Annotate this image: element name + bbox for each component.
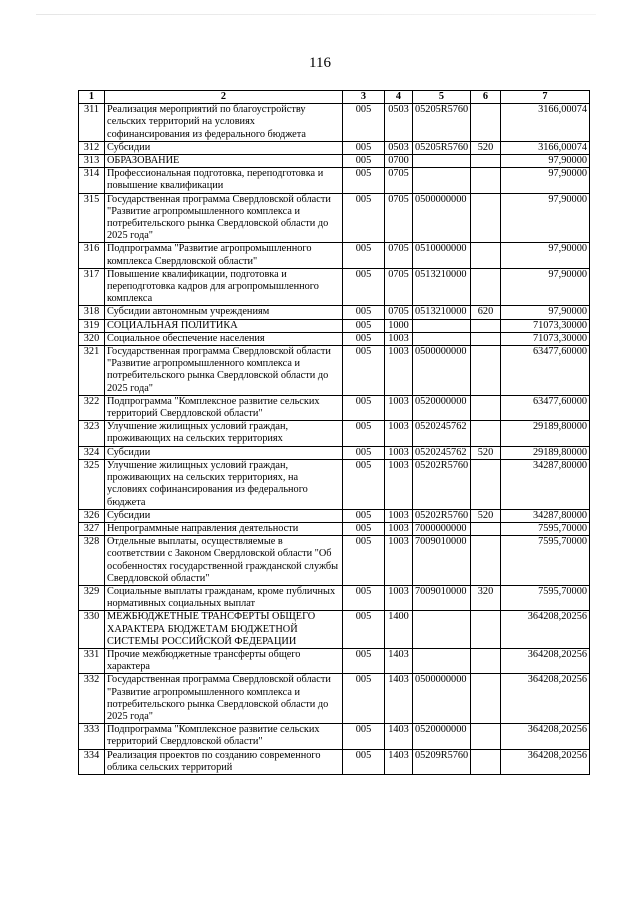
row-amount: 97,90000 xyxy=(501,193,590,243)
row-name: Подпрограмма "Комплексное развитие сельских территорий Свердловской области" xyxy=(105,724,343,749)
row-target-code xyxy=(413,319,471,332)
row-admin-code: 005 xyxy=(343,585,385,610)
row-amount: 34287,80000 xyxy=(501,509,590,522)
col-header-4: 4 xyxy=(385,91,413,104)
row-admin-code: 005 xyxy=(343,536,385,586)
row-expense-type: 520 xyxy=(471,446,501,459)
row-admin-code: 005 xyxy=(343,459,385,509)
row-section-code: 1403 xyxy=(385,648,413,673)
row-amount: 97,90000 xyxy=(501,243,590,268)
row-name: Улучшение жилищных условий граждан, проживающих на сельских территориях, на условиях софинансирования из федерального бюджета xyxy=(105,459,343,509)
row-amount: 7595,70000 xyxy=(501,522,590,535)
row-admin-code: 005 xyxy=(343,193,385,243)
table-row xyxy=(79,243,590,268)
row-target-code: 0510000000 xyxy=(413,243,471,268)
row-target-code: 0500000000 xyxy=(413,674,471,724)
row-number: 320 xyxy=(79,332,105,345)
row-amount: 3166,00074 xyxy=(501,104,590,142)
row-target-code: 05209R5760 xyxy=(413,749,471,774)
row-section-code: 0700 xyxy=(385,155,413,168)
row-target-code: 7009010000 xyxy=(413,536,471,586)
row-admin-code: 005 xyxy=(343,724,385,749)
row-admin-code: 005 xyxy=(343,319,385,332)
row-target-code: 0520000000 xyxy=(413,395,471,420)
header-row xyxy=(79,91,590,104)
row-expense-type xyxy=(471,332,501,345)
row-section-code: 0705 xyxy=(385,168,413,193)
row-name: Субсидии автономным учреждениям xyxy=(105,306,343,319)
row-expense-type xyxy=(471,193,501,243)
row-number: 318 xyxy=(79,306,105,319)
row-section-code: 0503 xyxy=(385,141,413,154)
row-admin-code: 005 xyxy=(343,421,385,446)
row-section-code: 1003 xyxy=(385,585,413,610)
row-expense-type xyxy=(471,319,501,332)
row-section-code: 1003 xyxy=(385,395,413,420)
table-row xyxy=(79,421,590,446)
row-amount: 97,90000 xyxy=(501,155,590,168)
row-expense-type xyxy=(471,168,501,193)
row-number: 314 xyxy=(79,168,105,193)
row-admin-code: 005 xyxy=(343,749,385,774)
row-admin-code: 005 xyxy=(343,509,385,522)
row-admin-code: 005 xyxy=(343,648,385,673)
row-admin-code: 005 xyxy=(343,522,385,535)
row-name: Социальные выплаты гражданам, кроме публичных нормативных социальных выплат xyxy=(105,585,343,610)
row-target-code: 05202R5760 xyxy=(413,509,471,522)
row-amount: 3166,00074 xyxy=(501,141,590,154)
row-number: 317 xyxy=(79,268,105,306)
table-row xyxy=(79,446,590,459)
table-row xyxy=(79,141,590,154)
row-target-code: 05205R5760 xyxy=(413,104,471,142)
row-name: Субсидии xyxy=(105,141,343,154)
row-admin-code: 005 xyxy=(343,141,385,154)
row-expense-type xyxy=(471,522,501,535)
row-number: 325 xyxy=(79,459,105,509)
row-number: 333 xyxy=(79,724,105,749)
col-header-1: 1 xyxy=(79,91,105,104)
row-target-code xyxy=(413,155,471,168)
row-admin-code: 005 xyxy=(343,446,385,459)
row-admin-code: 005 xyxy=(343,346,385,396)
row-admin-code: 005 xyxy=(343,268,385,306)
row-name: Непрограммные направления деятельности xyxy=(105,522,343,535)
row-amount: 7595,70000 xyxy=(501,536,590,586)
row-amount: 364208,20256 xyxy=(501,648,590,673)
row-target-code xyxy=(413,611,471,649)
scan-edge-line xyxy=(36,14,596,15)
row-admin-code: 005 xyxy=(343,104,385,142)
row-number: 331 xyxy=(79,648,105,673)
row-target-code: 7000000000 xyxy=(413,522,471,535)
row-number: 327 xyxy=(79,522,105,535)
row-expense-type xyxy=(471,459,501,509)
row-name: Улучшение жилищных условий граждан, проживающих на сельских территориях xyxy=(105,421,343,446)
row-admin-code: 005 xyxy=(343,155,385,168)
row-target-code: 0500000000 xyxy=(413,193,471,243)
row-number: 316 xyxy=(79,243,105,268)
row-expense-type xyxy=(471,395,501,420)
table-row xyxy=(79,611,590,649)
row-number: 315 xyxy=(79,193,105,243)
row-amount: 29189,80000 xyxy=(501,446,590,459)
row-amount: 29189,80000 xyxy=(501,421,590,446)
row-section-code: 1403 xyxy=(385,674,413,724)
row-name: Подпрограмма "Комплексное развитие сельских территорий Свердловской области" xyxy=(105,395,343,420)
row-admin-code: 005 xyxy=(343,674,385,724)
row-expense-type xyxy=(471,674,501,724)
row-amount: 364208,20256 xyxy=(501,611,590,649)
col-header-6: 6 xyxy=(471,91,501,104)
row-target-code: 0513210000 xyxy=(413,268,471,306)
table-row xyxy=(79,319,590,332)
row-section-code: 0705 xyxy=(385,243,413,268)
row-section-code: 0705 xyxy=(385,193,413,243)
row-admin-code: 005 xyxy=(343,611,385,649)
table-row xyxy=(79,155,590,168)
row-section-code: 1003 xyxy=(385,536,413,586)
row-target-code: 0513210000 xyxy=(413,306,471,319)
row-name: Отдельные выплаты, осуществляемые в соответствии с Законом Свердловской области "Об особенностях государственной гражданской службы Свердловской области" xyxy=(105,536,343,586)
row-expense-type xyxy=(471,243,501,268)
row-expense-type: 520 xyxy=(471,509,501,522)
row-target-code: 0520000000 xyxy=(413,724,471,749)
row-amount: 97,90000 xyxy=(501,268,590,306)
row-name: ОБРАЗОВАНИЕ xyxy=(105,155,343,168)
row-section-code: 1003 xyxy=(385,522,413,535)
row-number: 330 xyxy=(79,611,105,649)
table-row xyxy=(79,332,590,345)
row-amount: 63477,60000 xyxy=(501,346,590,396)
row-amount: 97,90000 xyxy=(501,306,590,319)
row-name: Государственная программа Свердловской области "Развитие агропромышленного комплекса и потребительского рынка Свердловской области до 2025 года" xyxy=(105,346,343,396)
row-admin-code: 005 xyxy=(343,395,385,420)
table-row xyxy=(79,648,590,673)
row-name: Государственная программа Свердловской области "Развитие агропромышленного комплекса и потребительского рынка Свердловской области до 2025 года" xyxy=(105,193,343,243)
table-row xyxy=(79,509,590,522)
table-row xyxy=(79,522,590,535)
row-expense-type xyxy=(471,421,501,446)
row-number: 313 xyxy=(79,155,105,168)
row-name: Повышение квалификации, подготовка и переподготовка кадров для агропромышленного комплекса xyxy=(105,268,343,306)
row-name: Профессиональная подготовка, переподготовка и повышение квалификации xyxy=(105,168,343,193)
row-target-code xyxy=(413,168,471,193)
row-section-code: 1003 xyxy=(385,346,413,396)
budget-table xyxy=(78,90,590,775)
table-row xyxy=(79,749,590,774)
row-name: Субсидии xyxy=(105,509,343,522)
table-row xyxy=(79,268,590,306)
row-target-code: 0520245762 xyxy=(413,421,471,446)
table-body xyxy=(79,104,590,775)
row-name: Субсидии xyxy=(105,446,343,459)
row-expense-type xyxy=(471,536,501,586)
table-row xyxy=(79,674,590,724)
row-target-code: 05205R5760 xyxy=(413,141,471,154)
row-expense-type xyxy=(471,346,501,396)
row-expense-type xyxy=(471,749,501,774)
row-name: Прочие межбюджетные трансферты общего характера xyxy=(105,648,343,673)
row-name: СОЦИАЛЬНАЯ ПОЛИТИКА xyxy=(105,319,343,332)
row-number: 322 xyxy=(79,395,105,420)
row-name: Реализация проектов по созданию современного облика сельских территорий xyxy=(105,749,343,774)
row-section-code: 1000 xyxy=(385,319,413,332)
row-name: Социальное обеспечение населения xyxy=(105,332,343,345)
row-expense-type: 520 xyxy=(471,141,501,154)
row-amount: 34287,80000 xyxy=(501,459,590,509)
row-expense-type xyxy=(471,268,501,306)
col-header-2: 2 xyxy=(105,91,343,104)
row-expense-type: 620 xyxy=(471,306,501,319)
row-number: 329 xyxy=(79,585,105,610)
row-number: 324 xyxy=(79,446,105,459)
row-number: 321 xyxy=(79,346,105,396)
table-row xyxy=(79,193,590,243)
table-row xyxy=(79,306,590,319)
table-row xyxy=(79,346,590,396)
row-admin-code: 005 xyxy=(343,306,385,319)
row-number: 312 xyxy=(79,141,105,154)
row-expense-type xyxy=(471,611,501,649)
row-expense-type xyxy=(471,648,501,673)
row-target-code xyxy=(413,648,471,673)
row-expense-type xyxy=(471,104,501,142)
row-target-code: 7009010000 xyxy=(413,585,471,610)
row-expense-type: 320 xyxy=(471,585,501,610)
row-section-code: 1003 xyxy=(385,459,413,509)
row-section-code: 1400 xyxy=(385,611,413,649)
row-amount: 364208,20256 xyxy=(501,724,590,749)
row-section-code: 1403 xyxy=(385,749,413,774)
row-number: 323 xyxy=(79,421,105,446)
row-section-code: 0705 xyxy=(385,306,413,319)
row-target-code: 0500000000 xyxy=(413,346,471,396)
row-section-code: 1003 xyxy=(385,446,413,459)
row-target-code: 05202R5760 xyxy=(413,459,471,509)
row-admin-code: 005 xyxy=(343,168,385,193)
row-number: 326 xyxy=(79,509,105,522)
table-row xyxy=(79,104,590,142)
row-number: 332 xyxy=(79,674,105,724)
row-section-code: 1403 xyxy=(385,724,413,749)
row-expense-type xyxy=(471,724,501,749)
row-number: 319 xyxy=(79,319,105,332)
col-header-7: 7 xyxy=(501,91,590,104)
page-number: 116 xyxy=(309,55,331,71)
row-amount: 97,90000 xyxy=(501,168,590,193)
col-header-5: 5 xyxy=(413,91,471,104)
row-amount: 71073,30000 xyxy=(501,332,590,345)
row-amount: 364208,20256 xyxy=(501,674,590,724)
table-row xyxy=(79,724,590,749)
row-number: 334 xyxy=(79,749,105,774)
row-amount: 7595,70000 xyxy=(501,585,590,610)
row-name: Подпрограмма "Развитие агропромышленного комплекса Свердловской области" xyxy=(105,243,343,268)
row-admin-code: 005 xyxy=(343,243,385,268)
row-amount: 364208,20256 xyxy=(501,749,590,774)
table-row xyxy=(79,395,590,420)
row-admin-code: 005 xyxy=(343,332,385,345)
row-section-code: 0503 xyxy=(385,104,413,142)
row-amount: 63477,60000 xyxy=(501,395,590,420)
row-target-code: 0520245762 xyxy=(413,446,471,459)
row-section-code: 1003 xyxy=(385,332,413,345)
row-name: Государственная программа Свердловской области "Развитие агропромышленного комплекса и потребительского рынка Свердловской области до 2025 года" xyxy=(105,674,343,724)
table-row xyxy=(79,459,590,509)
table-row xyxy=(79,168,590,193)
row-number: 328 xyxy=(79,536,105,586)
table-row xyxy=(79,536,590,586)
row-name: МЕЖБЮДЖЕТНЫЕ ТРАНСФЕРТЫ ОБЩЕГО ХАРАКТЕРА БЮДЖЕТАМ БЮДЖЕТНОЙ СИСТЕМЫ РОССИЙСКОЙ ФЕДЕРАЦИИ xyxy=(105,611,343,649)
row-name: Реализация мероприятий по благоустройству сельских территорий на условиях софинансирования из федерального бюджета xyxy=(105,104,343,142)
row-section-code: 0705 xyxy=(385,268,413,306)
row-section-code: 1003 xyxy=(385,509,413,522)
row-number: 311 xyxy=(79,104,105,142)
row-section-code: 1003 xyxy=(385,421,413,446)
row-amount: 71073,30000 xyxy=(501,319,590,332)
col-header-3: 3 xyxy=(343,91,385,104)
row-expense-type xyxy=(471,155,501,168)
row-target-code xyxy=(413,332,471,345)
table-row xyxy=(79,585,590,610)
